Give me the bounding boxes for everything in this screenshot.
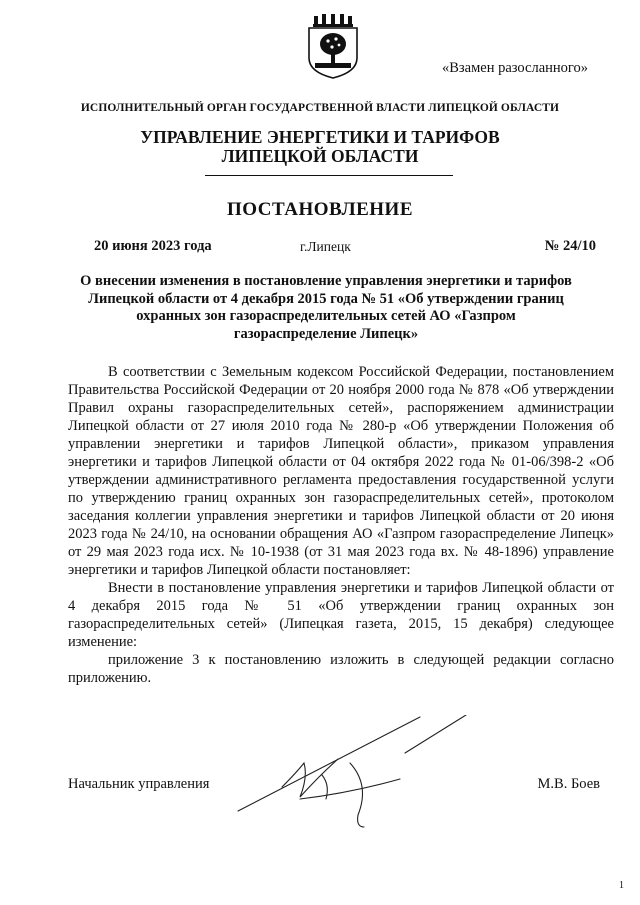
body-paragraph-3: приложение 3 к постановлению изложить в следующей редакции согласно приложению. bbox=[68, 652, 614, 686]
document-date: 20 июня 2023 года bbox=[94, 238, 212, 254]
signer-position: Начальник управления bbox=[68, 776, 210, 792]
replacement-stamp-text: «Взамен разосланного» bbox=[442, 60, 588, 76]
authority-title bbox=[0, 128, 640, 166]
authority-title-line1: УПРАВЛЕНИЕ ЭНЕРГЕТИКИ И ТАРИФОВ bbox=[140, 127, 500, 147]
document-type-heading: ПОСТАНОВЛЕНИЕ bbox=[226, 199, 414, 220]
coat-of-arms-emblem bbox=[305, 14, 361, 80]
document-city: г.Липецк bbox=[300, 239, 351, 254]
body-paragraph-1: В соответствии с Земельным кодексом Российской Федерации, постановлением Правительства Российской Федерации от 20 ноября 2000 года № 878 «Об утверждении Правил охраны газораспределительных сетей», распоряжением администрации Липецкой области от 27 июля 2010 года № 280-р «Об утверждении Положения об управлении энергетики и тарифов Липецкой области», приказом управления энергетики и тарифов Липецкой области от 04 октября 2022 года № 01-06/398-2 «Об утверждении административного регламента предоставления государственной услуги по утверждению границ охранных зон газораспределительных сетей», протоколом заседания коллегии управления энергетики и тарифов Липецкой области от 20 июня 2023 года № 24/10, на основании обращения АО «Газпром газораспределение Липецк» от 29 мая 2023 года исх. № 10-1938 (от 31 мая 2023 года вх. № 48-1896) управление энергетики и тарифов Липецкой области постановляет: bbox=[68, 364, 614, 578]
body-paragraph-2: Внести в постановление управления энергетики и тарифов Липецкой области от 4 декабря 2015 года № 51 «Об утверждении границ охранных зон газораспределительных сетей» (Липецкая газета, 2015, 15 декабря) следующее изменение: bbox=[68, 580, 614, 650]
authority-title-line2: ЛИПЕЦКОЙ ОБЛАСТИ bbox=[221, 146, 419, 166]
handwritten-signature bbox=[230, 715, 480, 830]
organization-header: ИСПОЛНИТЕЛЬНЫЙ ОРГАН ГОСУДАРСТВЕННОЙ ВЛАСТИ ЛИПЕЦКОЙ ОБЛАСТИ bbox=[80, 102, 560, 114]
document-subject: О внесении изменения в постановление управления энергетики и тарифов Липецкой области от 4 декабря 2015 года № 51 «Об утверждении границ охранных зон газораспределительных сетей АО «Газпром газораспределение Липецк» bbox=[80, 273, 572, 342]
document-number: № 24/10 bbox=[544, 238, 596, 254]
footer-mark: 1 bbox=[619, 880, 624, 891]
header-divider bbox=[205, 175, 453, 176]
document-body bbox=[68, 363, 614, 687]
signer-name: М.В. Боев bbox=[537, 776, 600, 792]
